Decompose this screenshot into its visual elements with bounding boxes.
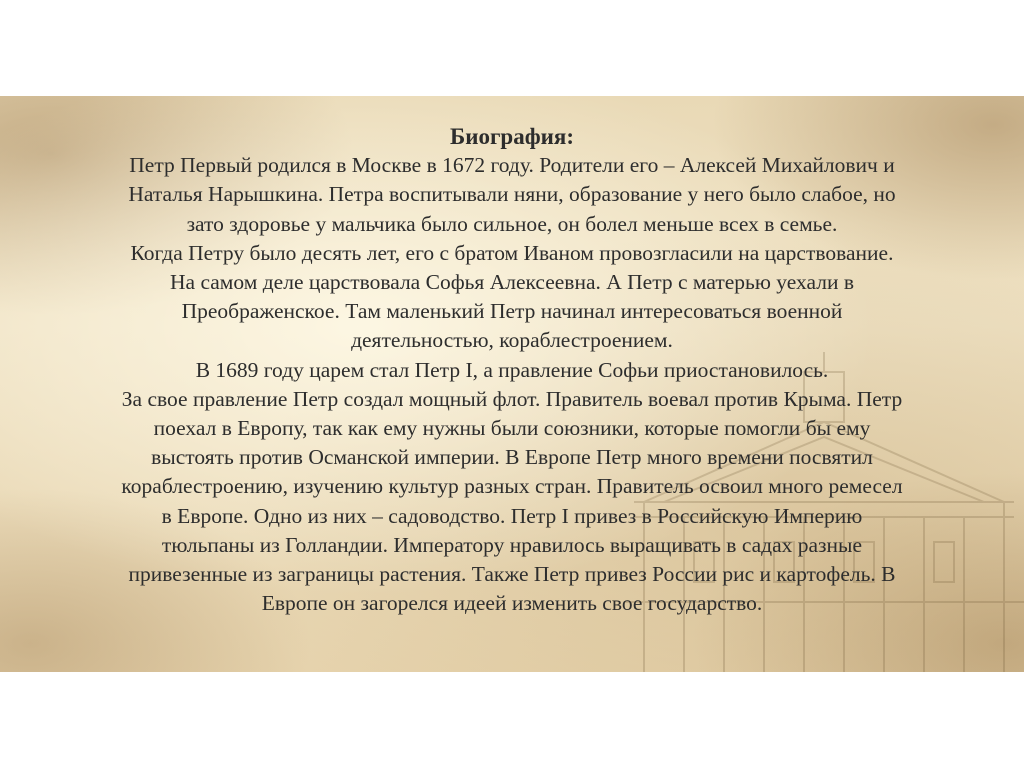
- text-line: деятельностью, кораблестроением.: [351, 328, 673, 353]
- text-line: в Европе. Одно из них – садоводство. Петр I привез в Российскую Империю: [161, 503, 863, 528]
- text-line: Европе он загорелся идеей изменить свое государство.: [261, 591, 763, 616]
- text-line: На самом деле царствовала Софья Алексеевна. А Петр с матерью уехали в: [170, 270, 854, 295]
- text-line: Когда Петру было десять лет, его с братом Иваном провозгласили на царствование.: [130, 240, 894, 265]
- text-line: Петр Первый родился в Москве в 1672 году. Родители его – Алексей Михайлович и: [129, 153, 895, 178]
- text-line: поехал в Европу, так как ему нужны были союзники, которые помогли бы ему: [153, 416, 871, 441]
- text-line: привезенные из заграницы растения. Также Петр привез России рис и картофель. В: [128, 562, 896, 587]
- text-line: Наталья Нарышкина. Петра воспитывали няни, образование у него было слабое, но: [128, 182, 896, 207]
- text-line: За свое правление Петр создал мощный флот. Правитель воевал против Крыма. Петр: [121, 386, 903, 411]
- biography-heading: Биография:: [450, 124, 574, 149]
- slide: [0, 96, 1024, 672]
- text-line: выстоять против Османской империи. В Европе Петр много времени посвятил: [151, 445, 873, 470]
- text-line: кораблестроению, изучению культур разных стран. Правитель освоил много ремесел: [121, 474, 903, 499]
- biography-text: [0, 122, 1024, 618]
- text-line: Преображенское. Там маленький Петр начинал интересоваться военной: [181, 299, 843, 324]
- text-line: тюльпаны из Голландии. Императору нравилось выращивать в садах разные: [161, 532, 863, 557]
- text-line: В 1689 году царем стал Петр I, а правление Софьи приостановилось.: [195, 357, 829, 382]
- text-line: зато здоровье у мальчика было сильное, он болел меньше всех в семье.: [186, 211, 838, 236]
